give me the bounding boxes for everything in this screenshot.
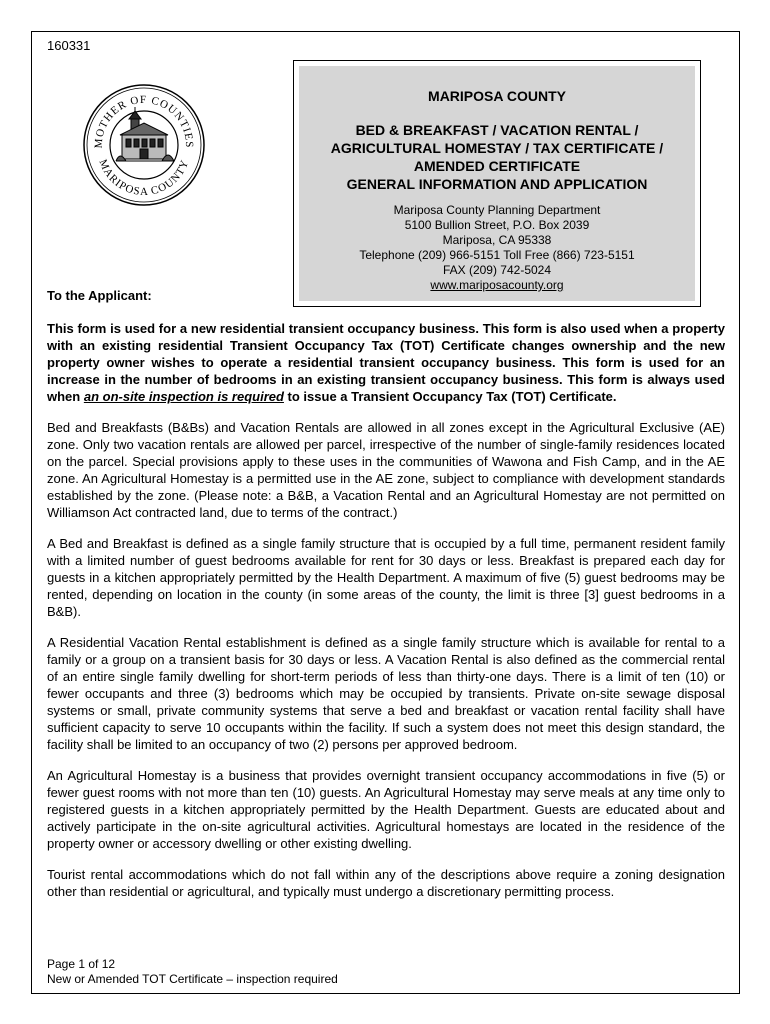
county-seal-logo <box>82 83 207 208</box>
vacation-rental-paragraph: A Residential Vacation Rental establishment is defined as a single family structure which is available for rental to a family or a group on a transient basis for 30 days or less. A Vacation Rental is also defined as the commercial rental of an entire single family dwelling for short-term periods of less than thirty-one days. There is a limit of ten (10) or fewer occupants and three (3) bedrooms which may be occupied by transients. Private on-site sewage disposal systems or small, private community systems that serve a bed and breakfast or vacation rental facility shall have sufficient capacity to serve 10 occupants within the facility. If such a system does not meet this design standard, the facility shall be limited to an occupancy of two (2) persons per approved bedroom. <box>47 635 725 752</box>
page-footer <box>47 957 338 987</box>
intro-text-part2: to issue a Transient Occupancy Tax (TOT) Certificate. <box>283 389 617 404</box>
form-title-line: GENERAL INFORMATION AND APPLICATION <box>346 176 648 192</box>
intro-text-part1: This form is used for a new residential transient occupancy business. This form is also used when a property with an existing residential Transient Occupancy Tax (TOT) Certificate changes ownership and the new property owner wishes to operate a residential transient occupancy business. This form is used for an increase in the number of bedrooms in an existing transient occupancy business. This form is always used when <box>47 321 725 404</box>
body-text <box>47 320 725 914</box>
website-link[interactable]: www.mariposacounty.org <box>430 278 564 292</box>
page-number: Page 1 of 12 <box>47 957 116 971</box>
tourist-rental-paragraph: Tourist rental accommodations which do not fall within any of the descriptions above require a zoning designation other than residential or agricultural, and typically must undergo a discretionary permitting process. <box>47 867 725 899</box>
header-box <box>293 60 701 307</box>
footer-note: New or Amended TOT Certificate – inspection required <box>47 972 338 986</box>
seal-bottom-text: MARIPOSA COUNTY <box>96 157 192 199</box>
document-id: 160331 <box>47 38 91 53</box>
header-shaded-panel <box>299 66 695 301</box>
form-title-line: BED & BREAKFAST / VACATION RENTAL / <box>355 122 639 138</box>
salutation: To the Applicant: <box>47 288 152 303</box>
address-line-2: Mariposa, CA 95338 <box>442 233 552 247</box>
agricultural-homestay-paragraph: An Agricultural Homestay is a business that provides overnight transient occupancy accommodations in five (5) or fewer guest rooms with not more than ten (10) guests. An Agricultural Homestay may serve meals at any time only to registered guests in a kitchen appropriately permitted by the Health Department. Guests are educated about and actively participate in the on-site agricultural activities. Agricultural homestays are located in the residence of the property owner or accessory dwelling or other existing dwelling. <box>47 768 725 851</box>
telephone-line: Telephone (209) 966-5151 Toll Free (866) 723-5151 <box>359 248 635 262</box>
form-title <box>299 121 695 193</box>
department-name: Mariposa County Planning Department <box>393 203 601 217</box>
zoning-paragraph: Bed and Breakfasts (B&Bs) and Vacation Rentals are allowed in all zones except in the Agricultural Exclusive (AE) zone. Only two vacation rentals are allowed per parcel, irrespective of the number of single-family residences located on the parcel. Special provisions apply to these uses in the communities of Wawona and Fish Camp, and in the AE zone. An Agricultural Homestay is a permitted use in the AE zone, subject to compliance with development standards established by the zone. (Please note: a B&B, a Vacation Rental and an Agricultural Homestay are not permitted on Williamson Act contracted land, due to terms of the contract.) <box>47 420 725 520</box>
svg-text:MARIPOSA COUNTY <box>97 158 192 198</box>
intro-paragraph <box>47 320 725 405</box>
county-title: MARIPOSA COUNTY <box>428 88 566 104</box>
intro-emphasis: an on-site inspection is required <box>83 389 284 404</box>
bed-and-breakfast-paragraph: A Bed and Breakfast is defined as a single family structure that is occupied by a full time, permanent resident family with a limited number of guest bedrooms available for rent for 30 days or less. Breakfast is prepared each day for guests in a kitchen appropriately permitted by the Health Department. A maximum of five (5) guest bedrooms may be rented, depending on location in the county (in some areas of the county, the limit is three [3] guest bedrooms in a B&B). <box>47 536 725 619</box>
courthouse-icon <box>116 107 174 161</box>
fax-line: FAX (209) 742-5024 <box>442 263 552 277</box>
address-line-1: 5100 Bullion Street, P.O. Box 2039 <box>404 218 590 232</box>
form-title-line: AGRICULTURAL HOMESTAY / TAX CERTIFICATE / <box>330 140 664 156</box>
form-title-line: AMENDED CERTIFICATE <box>413 158 581 174</box>
seal-top-text: MOTHER OF COUNTIES <box>92 93 196 149</box>
